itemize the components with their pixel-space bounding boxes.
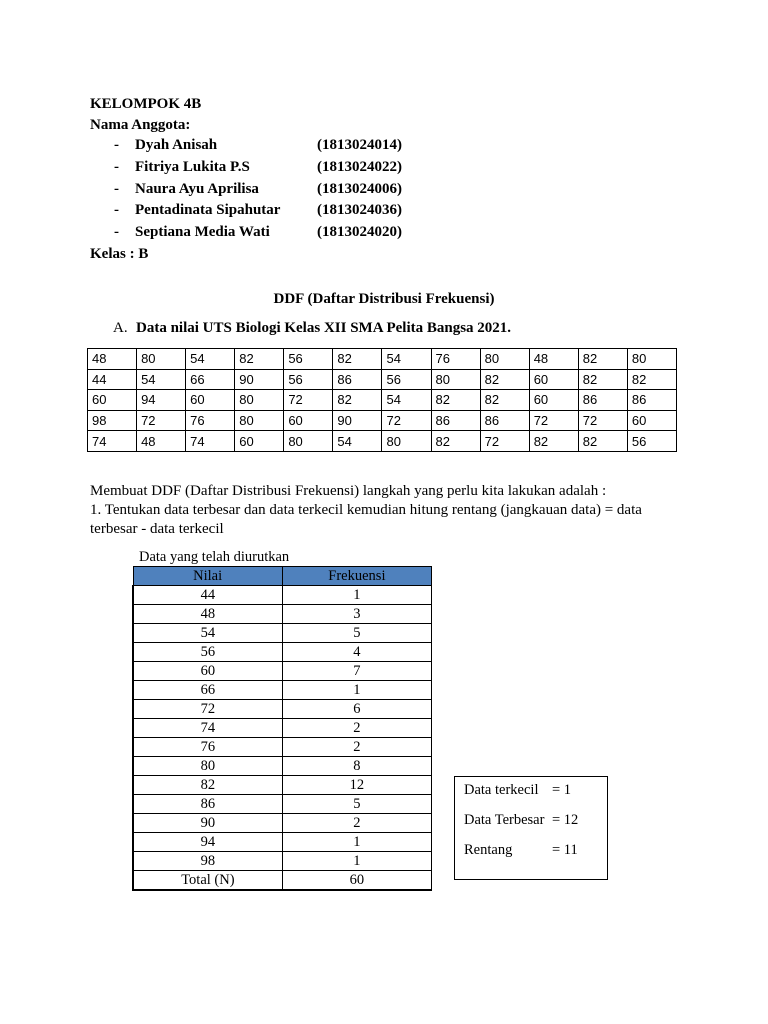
nilai-cell: 60 (133, 662, 282, 681)
table-cell: 60 (627, 410, 676, 431)
nilai-cell: 76 (133, 738, 282, 757)
table-row (133, 776, 432, 795)
frekuensi-cell: 2 (282, 719, 431, 738)
table-row (133, 700, 432, 719)
frekuensi-cell: 3 (282, 605, 431, 624)
table-cell: 54 (333, 431, 382, 452)
member-nim: (1813024022) (317, 158, 402, 175)
table-row (88, 369, 677, 390)
table-cell: 98 (88, 410, 137, 431)
table-cell: 74 (186, 431, 235, 452)
table-cell: 82 (235, 349, 284, 370)
table-cell: 54 (382, 390, 431, 411)
nilai-cell: 94 (133, 833, 282, 852)
table-cell: 82 (333, 390, 382, 411)
member-nim: (1813024014) (317, 137, 402, 153)
members-label: Nama Anggota: (90, 117, 191, 133)
summary-label: Data terkecil (464, 782, 539, 798)
member-item (90, 200, 690, 222)
table-cell: 76 (186, 410, 235, 431)
table-cell: 48 (88, 349, 137, 370)
nilai-cell: 56 (133, 643, 282, 662)
table-cell: 60 (186, 390, 235, 411)
table-cell: 90 (333, 410, 382, 431)
frekuensi-cell: 2 (282, 738, 431, 757)
nilai-cell: 90 (133, 814, 282, 833)
table-cell: 60 (235, 431, 284, 452)
table-cell: 60 (88, 390, 137, 411)
nilai-cell: 80 (133, 757, 282, 776)
instruction-paragraph (90, 481, 690, 538)
frekuensi-cell: 1 (282, 586, 431, 605)
member-item (90, 157, 690, 179)
summary-value: = 12 (552, 812, 579, 828)
summary-box (454, 776, 608, 880)
table-cell: 82 (578, 349, 627, 370)
table-row (133, 852, 432, 871)
raw-data-body (88, 349, 677, 452)
frekuensi-cell: 6 (282, 700, 431, 719)
table-cell: 82 (480, 369, 529, 390)
table-row (133, 719, 432, 738)
total-value: 60 (282, 871, 431, 891)
frekuensi-cell: 12 (282, 776, 431, 795)
table-row (133, 605, 432, 624)
nilai-cell: 98 (133, 852, 282, 871)
table-cell: 80 (431, 369, 480, 390)
column-header-nilai: Nilai (133, 567, 282, 586)
member-nim: (1813024036) (317, 202, 402, 219)
nilai-cell: 86 (133, 795, 282, 814)
table-row (88, 349, 677, 370)
table-cell: 82 (627, 369, 676, 390)
table-cell: 56 (382, 369, 431, 390)
summary-label: Data Terbesar (464, 812, 545, 828)
step-1-text: 1. Tentukan data terbesar dan data terkecil kemudian hitung rentang (jangkauan data) = data (90, 502, 642, 518)
table-cell: 82 (578, 369, 627, 390)
member-list (90, 135, 690, 244)
table-row (133, 795, 432, 814)
table-cell: 94 (137, 390, 186, 411)
table-cell: 86 (627, 390, 676, 411)
table-cell: 48 (529, 349, 578, 370)
group-name: KELOMPOK 4B (90, 96, 202, 112)
table-cell: 82 (480, 390, 529, 411)
frekuensi-cell: 2 (282, 814, 431, 833)
table-row (133, 624, 432, 643)
frekuensi-cell: 1 (282, 833, 431, 852)
member-name: Fitriya Lukita P.S (135, 158, 250, 175)
table-row (133, 757, 432, 776)
table-cell: 90 (235, 369, 284, 390)
list-bullet: - (114, 137, 119, 153)
nilai-cell: 54 (133, 624, 282, 643)
list-bullet: - (114, 158, 119, 175)
table-cell: 66 (186, 369, 235, 390)
list-bullet: - (114, 224, 119, 241)
table-cell: 82 (431, 390, 480, 411)
table-cell: 82 (431, 431, 480, 452)
member-name: Dyah Anisah (135, 137, 218, 153)
table-header-row (133, 567, 432, 586)
member-item (90, 135, 690, 157)
table-cell: 74 (88, 431, 137, 452)
frekuensi-cell: 5 (282, 795, 431, 814)
table-cell: 60 (529, 369, 578, 390)
sorted-frequency-table (132, 566, 432, 891)
table-cell: 54 (137, 369, 186, 390)
table-cell: 86 (333, 369, 382, 390)
member-name: Naura Ayu Aprilisa (135, 180, 259, 197)
table-cell: 56 (284, 369, 333, 390)
list-bullet: - (114, 180, 119, 197)
table-row (133, 833, 432, 852)
member-name: Septiana Media Wati (135, 224, 270, 241)
table-cell: 82 (578, 431, 627, 452)
frekuensi-cell: 7 (282, 662, 431, 681)
table-cell: 54 (186, 349, 235, 370)
table-cell: 80 (137, 349, 186, 370)
nilai-cell: 74 (133, 719, 282, 738)
table-cell: 72 (480, 431, 529, 452)
frekuensi-cell: 5 (282, 624, 431, 643)
table-cell: 48 (137, 431, 186, 452)
nilai-cell: 82 (133, 776, 282, 795)
table-cell: 80 (235, 390, 284, 411)
table-row (133, 681, 432, 700)
summary-value: = 1 (552, 782, 572, 798)
sorted-table-caption: Data yang telah diurutkan (139, 549, 290, 565)
frekuensi-cell: 4 (282, 643, 431, 662)
table-row (133, 662, 432, 681)
table-cell: 72 (578, 410, 627, 431)
table-cell: 72 (284, 390, 333, 411)
frekuensi-cell: 1 (282, 852, 431, 871)
table-cell: 60 (529, 390, 578, 411)
table-cell: 86 (578, 390, 627, 411)
table-cell: 86 (480, 410, 529, 431)
member-nim: (1813024020) (317, 224, 402, 241)
step-1-text-continued: terbesar - data terkecil (90, 521, 224, 537)
intro-text: Membuat DDF (Daftar Distribusi Frekuensi) langkah yang perlu kita lakukan adalah : (90, 483, 607, 499)
column-header-frekuensi: Frekuensi (282, 567, 431, 586)
table-cell: 72 (529, 410, 578, 431)
table-cell: 86 (431, 410, 480, 431)
member-item (90, 179, 690, 201)
table-cell: 44 (88, 369, 137, 390)
table-row (133, 738, 432, 757)
table-cell: 80 (480, 349, 529, 370)
table-row (133, 643, 432, 662)
total-label: Total (N) (133, 871, 282, 891)
table-cell: 72 (137, 410, 186, 431)
nilai-cell: 44 (133, 586, 282, 605)
class-line: Kelas : B (90, 245, 149, 262)
sorted-table-body (133, 586, 432, 891)
group-header (90, 94, 690, 264)
summary-value: = 11 (552, 842, 578, 858)
section-heading: Data nilai UTS Biologi Kelas XII SMA Pelita Bangsa 2021. (136, 320, 512, 336)
table-cell: 56 (284, 349, 333, 370)
frekuensi-cell: 1 (282, 681, 431, 700)
table-cell: 82 (333, 349, 382, 370)
table-row (133, 814, 432, 833)
table-cell: 80 (284, 431, 333, 452)
table-row (88, 390, 677, 411)
table-cell: 60 (284, 410, 333, 431)
table-cell: 76 (431, 349, 480, 370)
table-row (133, 586, 432, 605)
table-row (88, 410, 677, 431)
nilai-cell: 48 (133, 605, 282, 624)
total-row (133, 871, 432, 891)
summary-label: Rentang (464, 842, 513, 858)
nilai-cell: 66 (133, 681, 282, 700)
member-name: Pentadinata Sipahutar (135, 202, 281, 219)
table-cell: 80 (627, 349, 676, 370)
table-cell: 56 (627, 431, 676, 452)
table-cell: 72 (382, 410, 431, 431)
page-title: DDF (Daftar Distribusi Frekuensi) (273, 291, 495, 307)
section-marker: A. (113, 320, 128, 336)
table-cell: 80 (382, 431, 431, 452)
list-bullet: - (114, 202, 119, 219)
table-row (88, 431, 677, 452)
member-item (90, 222, 690, 244)
nilai-cell: 72 (133, 700, 282, 719)
table-cell: 80 (235, 410, 284, 431)
table-cell: 54 (382, 349, 431, 370)
table-cell: 82 (529, 431, 578, 452)
frekuensi-cell: 8 (282, 757, 431, 776)
raw-data-table (87, 348, 677, 452)
member-nim: (1813024006) (317, 180, 402, 197)
